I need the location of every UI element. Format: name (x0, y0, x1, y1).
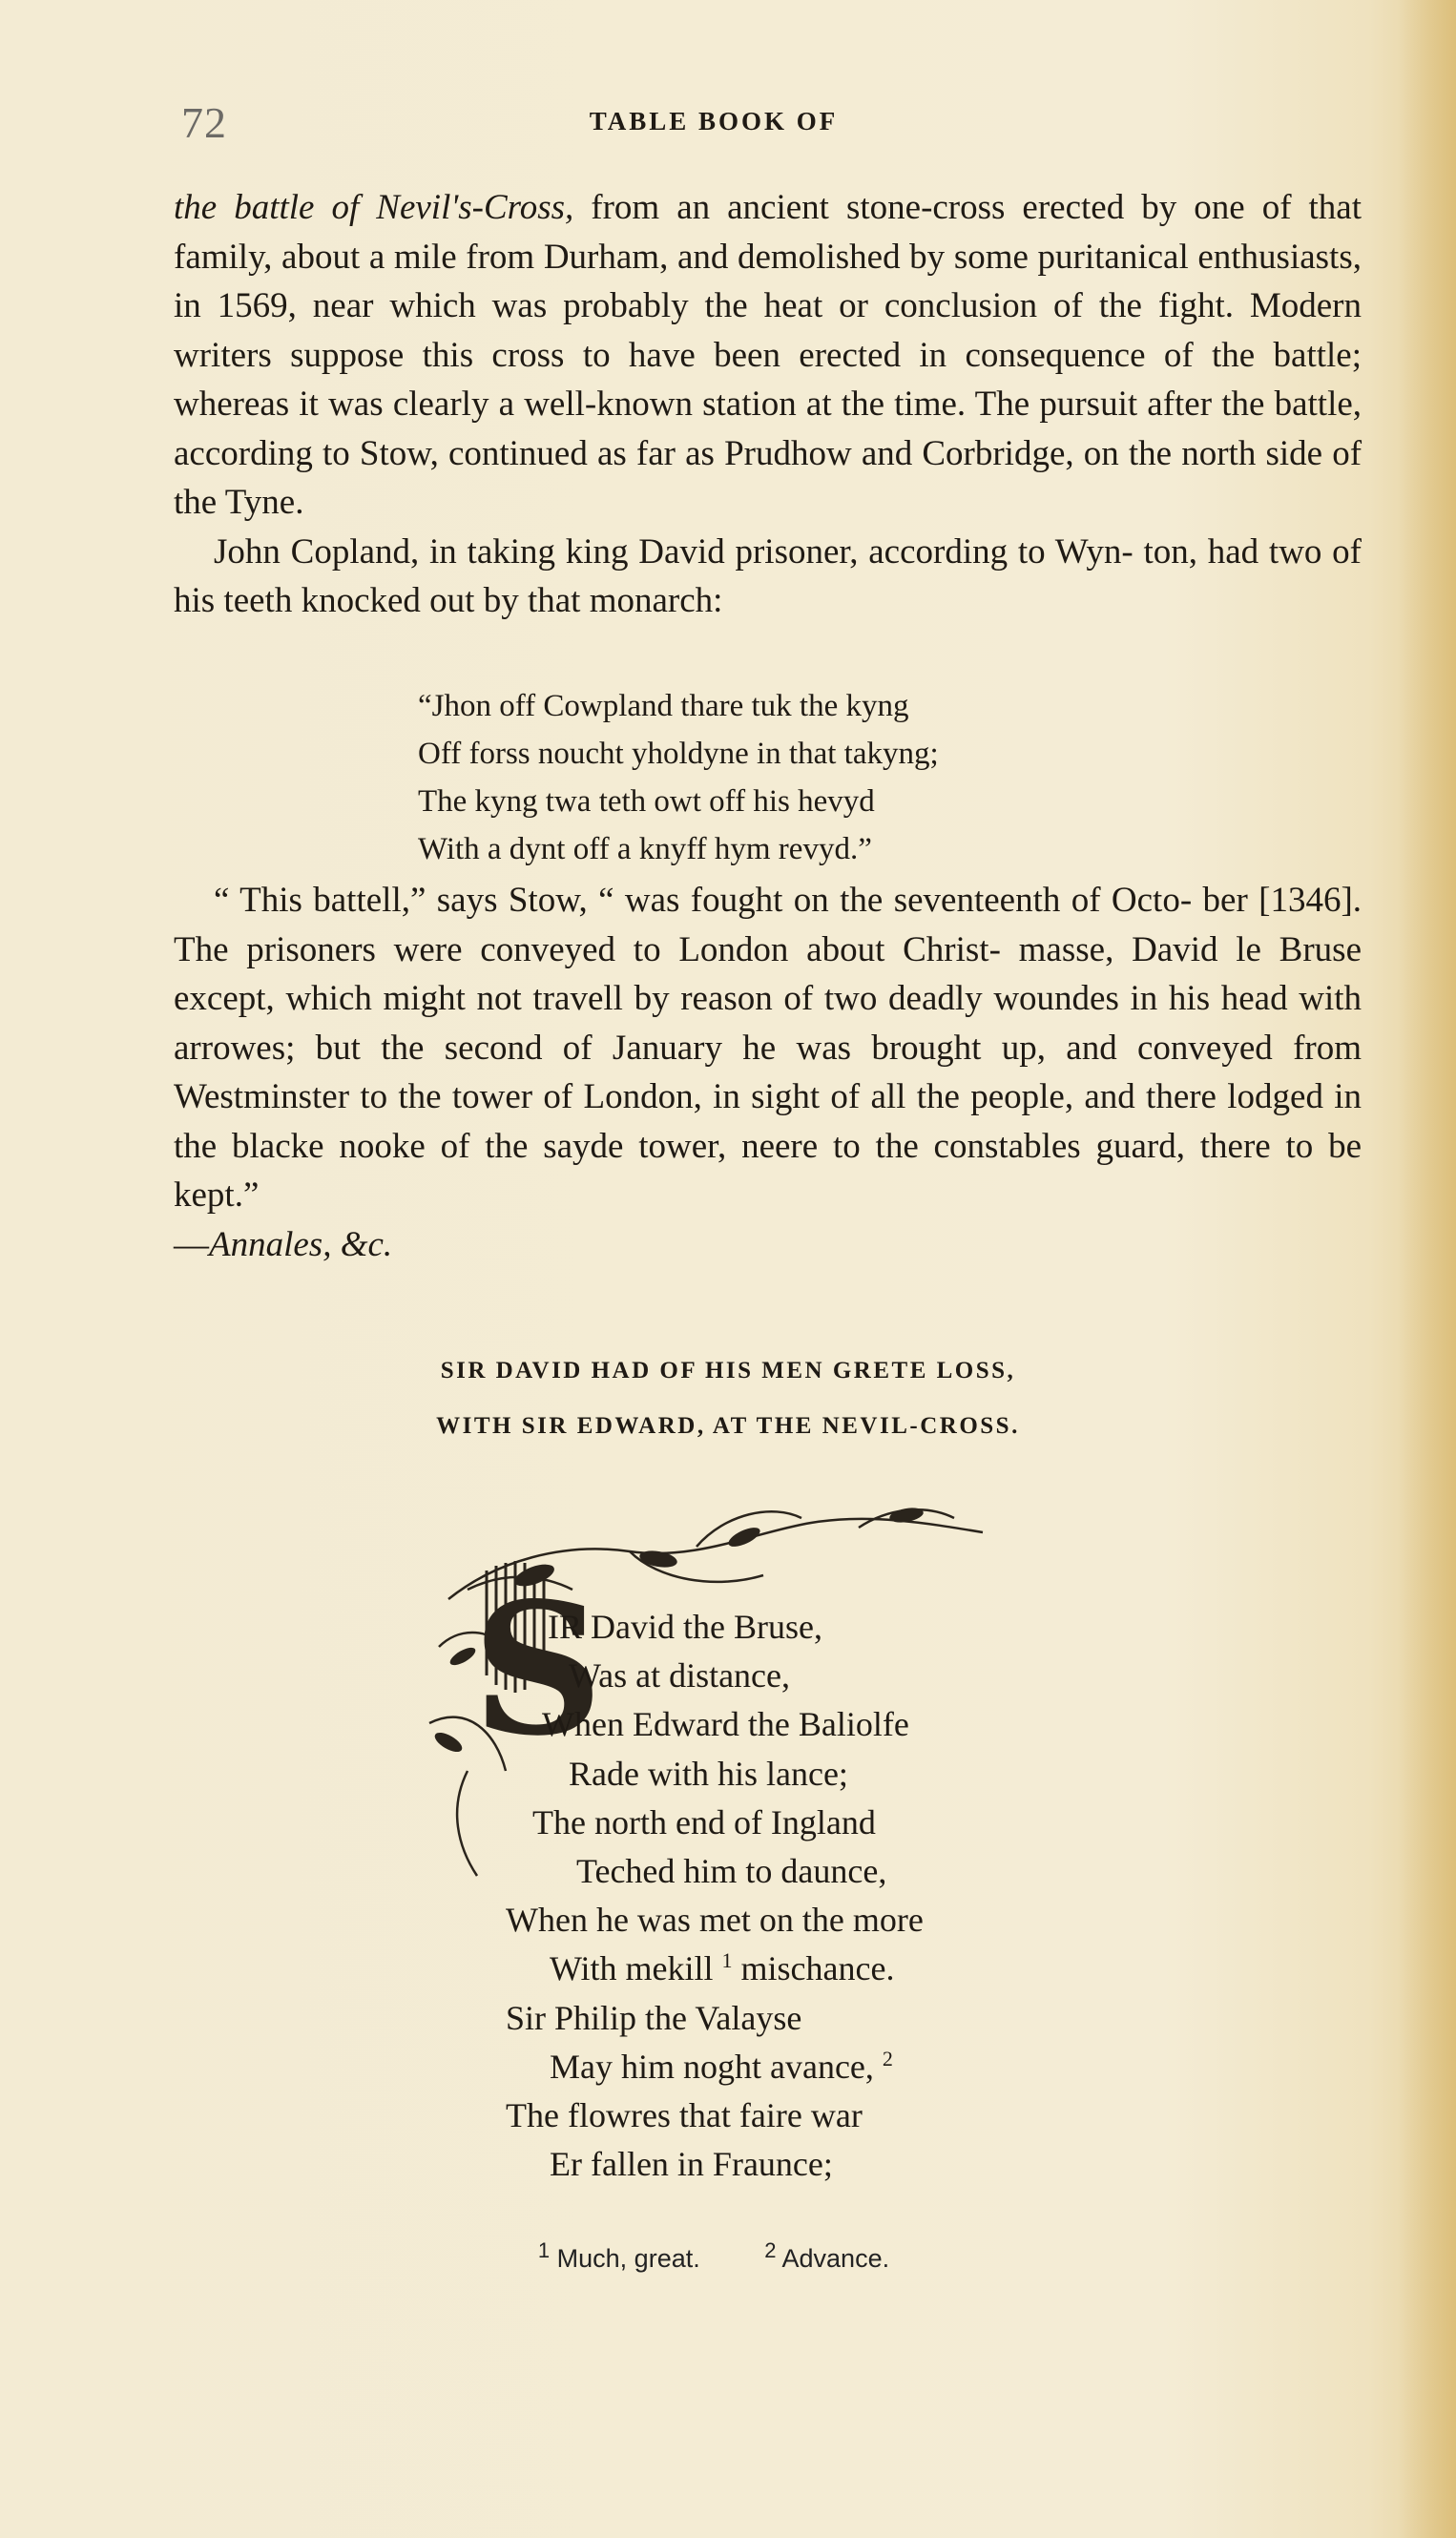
intro-line: to have been erected in consequence of the battle; whereas it was (174, 335, 1362, 424)
copland-line: John Copland, in taking king David prisoner, according to Wyn- (214, 531, 1134, 572)
footnote-1 (537, 2238, 700, 2273)
poem-line: When he was met on the more (506, 1901, 924, 1940)
intro-line: clearly a well-known station at the time. The pursuit after the (392, 385, 1265, 424)
poem-line: Rade with his lance; (569, 1754, 848, 1793)
poem-line-part: May him noght avance, (550, 2047, 874, 2086)
verse-line: “Jhon off Cowpland thare tuk the kyng (418, 689, 909, 723)
intro-line: some puritanical enthusiasts, in 1569, near which was probably the (174, 237, 1362, 325)
stow-paragraph (174, 876, 1362, 1269)
verse-line: The kyng twa teth owt off his hevyd (418, 784, 875, 819)
footnote-1-mark: 1 (537, 2238, 551, 2262)
poem-line: IR David the Bruse, (548, 1608, 822, 1646)
stow-line: of the sayde tower, neere to the constables guard, there to be kept.” (174, 1126, 1362, 1215)
intro-paragraph (174, 183, 1362, 626)
poem-line-part: With mekill (550, 1949, 714, 1988)
intro-line: heat or conclusion of the fight. Modern writers suppose this cross (174, 286, 1362, 375)
stow-line: London, in sight of all the people, and there lodged in the blacke nooke (174, 1077, 1362, 1166)
poem-line-part: mischance. (740, 1949, 895, 1988)
stow-line: deadly woundes in his head with arrowes; but the second of January (174, 979, 1362, 1068)
footnote-2 (764, 2238, 890, 2273)
wynton-verse (418, 682, 939, 873)
copland-paragraph (174, 528, 1362, 626)
copland-line: ton, had two of his teeth knocked out by that monarch: (174, 531, 1362, 620)
song-title-line-1: SIR DAVID HAD OF HIS MEN GRETE LOSS, (440, 1358, 1016, 1383)
intro-line: from an ancient stone-cross erected by (591, 188, 1177, 227)
intro-line: one of that family, about a mile from Durham, and demolished by (174, 188, 1362, 277)
source-dash: — (174, 1224, 209, 1264)
drop-cap-letter: S (472, 1563, 604, 1776)
stow-line: masse, David le Bruse except, which might not travell by reason of two (174, 929, 1362, 1018)
intro-line: battle, according to Stow, continued as far as Prudhow and Corbridge, (174, 385, 1362, 473)
footnote-1-text: Much, great. (556, 2244, 700, 2273)
poem-line: The flowres that faire war (506, 2096, 863, 2135)
source-citation: Annales, &c. (209, 1224, 393, 1264)
poem-line (550, 2043, 924, 2091)
poem-line (550, 1945, 924, 1993)
page-edge-shading (1399, 0, 1456, 2538)
stow-line: he was brought up, and conveyed from Westminster to the tower of (174, 1028, 1362, 1116)
running-title: TABLE BOOK OF (589, 107, 839, 135)
footnote-mark-1: 1 (721, 1948, 733, 1973)
poem-line: Sir Philip the Valayse (506, 1998, 802, 2037)
intro-line: on the north side of the Tyne. (174, 433, 1362, 522)
poem-line: Was at distance, (569, 1656, 791, 1695)
poem-line: Er fallen in Fraunce; (550, 2145, 833, 2184)
stow-line: ber [1346]. The prisoners were conveyed to London about Christ- (174, 881, 1362, 969)
intro-lead-italic: the battle of Nevil's-Cross, (174, 188, 574, 227)
footnotes (0, 2238, 1456, 2274)
poem-line: Teched him to daunce, (576, 1852, 887, 1891)
song-verse (506, 1603, 924, 2189)
song-title-line-2: WITH SIR EDWARD, AT THE NEVIL-CROSS. (436, 1413, 1020, 1439)
verse-line: With a dynt off a knyff hym revyd.” (418, 832, 872, 866)
footnote-mark-2: 2 (882, 2046, 893, 2070)
page-number: 72 (181, 98, 227, 147)
poem-line: The north end of Ingland (532, 1802, 876, 1841)
verse-line: Off forss noucht yholdyne in that takyng; (418, 737, 939, 771)
footnote-2-text: Advance. (781, 2244, 890, 2273)
footnote-2-mark: 2 (764, 2238, 777, 2262)
stow-line: “ This battell,” says Stow, “ was fought on the seventeenth of Octo- (214, 881, 1193, 920)
poem-line: When Edward the Baliolfe (542, 1705, 909, 1744)
